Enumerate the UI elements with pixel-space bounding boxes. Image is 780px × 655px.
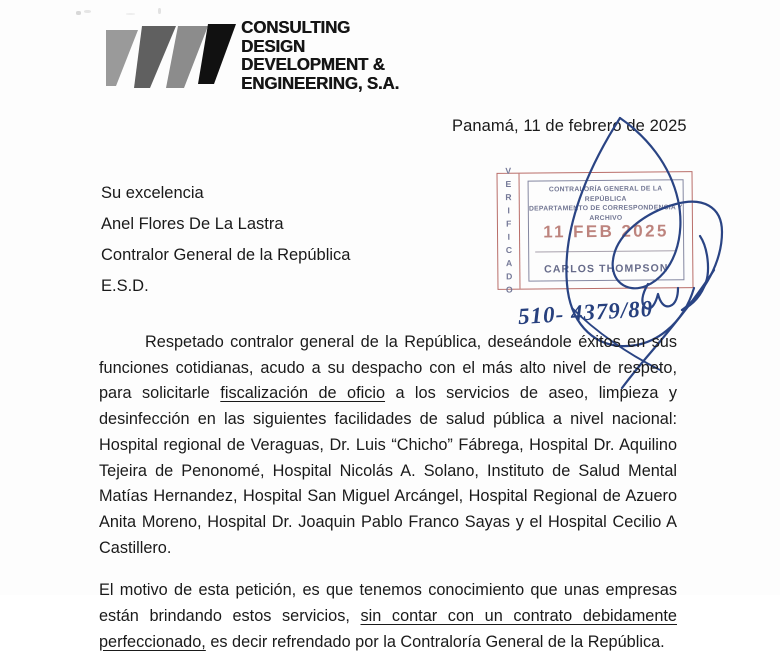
stamp-header <box>529 184 683 223</box>
company-name <box>241 18 399 92</box>
company-name-line-2: DESIGN <box>241 35 305 56</box>
stamp-date: 11 FEB 2025 <box>543 221 669 242</box>
body-paragraph-1 <box>99 330 677 561</box>
company-name-line-1: CONSULTING <box>241 17 351 37</box>
body-paragraph-2 <box>99 578 677 655</box>
scan-artifact <box>76 11 81 15</box>
addressee-line-1: Su excelencia <box>101 184 204 202</box>
stamp-header-line-2: DEPARTAMENTO DE CORRESPONDENCIA Y ARCHIVO <box>528 204 683 222</box>
addressee-line-2: Anel Flores De La Lastra <box>101 215 284 233</box>
handwritten-reference-number: 510- 4379/80 <box>517 295 654 330</box>
date-line: Panamá, 11 de febrero de 2025 <box>452 117 687 135</box>
stamp-officer-name: CARLOS THOMPSON <box>544 262 669 276</box>
letterhead <box>104 12 444 96</box>
paragraph-2-segment-2: es decir refrendado por la Contraloría General de la República. <box>205 632 665 651</box>
stamp-verified-label <box>498 165 521 298</box>
reception-stamp <box>496 165 693 298</box>
scan-artifact <box>84 10 91 13</box>
company-name-line-3: DEVELOPMENT & <box>241 54 385 75</box>
addressee-line-3: Contralor General de la República <box>101 246 351 264</box>
stamp-inner-box <box>528 179 685 281</box>
addressee-block <box>101 178 350 302</box>
letter-body <box>99 330 677 655</box>
stamp-divider <box>535 250 677 252</box>
addressee-line-4: E.S.D. <box>101 277 149 295</box>
stamp-verified-text: VERIFICADO <box>503 165 515 298</box>
paragraph-1-segment-2: a los servicios de aseo, limpieza y desinfección en las siguientes facilidades de salud pública a nivel nacional: Hospital regional de Veraguas, Dr. Luis “Chicho” Fábrega, Hospital Dr. Aquilino Tejeira de Penonomé, Hospital Nicolás A. Solano, Instituto de Salud Mental Matías Hernandez, Hospital San Miguel Arcángel, Hospital Regional de Azuero Anita Moreno, Hospital Dr. Joaquin Pablo Franco Sayas y el Hospital Cecilio A Castillero. <box>99 384 677 557</box>
stamp-header-line-1: CONTRALORÍA GENERAL DE LA REPÚBLICA <box>548 185 663 203</box>
paragraph-1-segment-1: Respetado contralor general de la República, deseándole éxitos en sus funciones cotidianas, acudo a su despacho con el más alto nivel de respeto, para solicitarle <box>99 333 677 403</box>
paragraph-1-underlined: fiscalización de oficio <box>220 384 386 403</box>
paragraph-2-underlined: sin contar con un contrato debidamente perfeccionado, <box>99 607 677 651</box>
chevron-stripes-logo-icon <box>104 14 236 94</box>
company-name-line-4: ENGINEERING, S.A. <box>241 72 400 93</box>
paragraph-2-segment-1: El motivo de esta petición, es que tenemos conocimiento que unas empresas están brindando estos servicios, <box>99 581 677 626</box>
